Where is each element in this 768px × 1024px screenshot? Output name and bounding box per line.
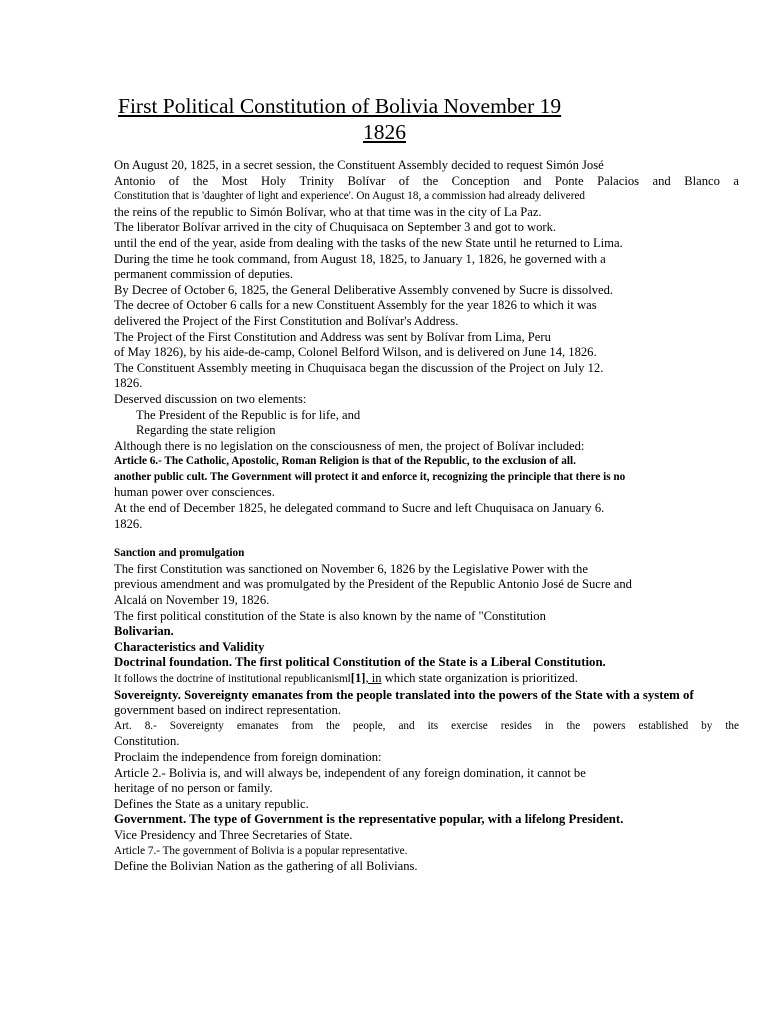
list-item-text: The President of the Republic is for life, and: [136, 407, 361, 422]
body-line-bold: Government. The type of Government is the representative popular, with a lifelong President.: [114, 812, 624, 827]
body-line: Art. 8.- Sovereignty emanates from the people, and its exercise resides in the powers established by the: [114, 719, 739, 732]
body-line-bold: Bolivarian.: [114, 624, 174, 639]
line-text: which state organization is prioritized.: [381, 671, 578, 685]
body-line: heritage of no person or family.: [114, 781, 273, 796]
body-line-bold: Doctrinal foundation. The first political Constitution of the State is a Liberal Constitution.: [114, 655, 606, 670]
body-line: The first Constitution was sanctioned on November 6, 1826 by the Legislative Power with the: [114, 561, 588, 576]
body-line: permanent commission of deputies.: [114, 267, 294, 282]
line-text: It follows the doctrine of institutional republicanisml: [114, 673, 351, 685]
body-line: Article 7.- The government of Bolivia is a popular representative.: [114, 844, 408, 857]
body-line: Vice Presidency and Three Secretaries of State.: [114, 827, 353, 842]
body-line: During the time he took command, from August 18, 1825, to January 1, 1826, he governed with a: [114, 251, 606, 266]
body-line: government based on indirect representation.: [114, 703, 341, 718]
section-heading: Sanction and promulgation: [114, 547, 245, 560]
body-line: On August 20, 1825, in a secret session, the Constituent Assembly decided to request Simón José: [114, 158, 604, 172]
body-line: Alcalá on November 19, 1826.: [114, 593, 270, 608]
title-line-1: First Political Constitution of Bolivia November 19: [118, 94, 562, 118]
list-item: [114, 423, 739, 439]
body-line: Proclaim the independence from foreign domination:: [114, 749, 382, 764]
body-line: Although there is no legislation on the consciousness of men, the project of Bolívar included:: [114, 438, 585, 453]
body-line: The Project of the First Constitution and Address was sent by Bolívar from Lima, Peru: [114, 329, 551, 344]
line-text: , in: [365, 671, 382, 685]
body-line: of May 1826), by his aide-de-camp, Colonel Belford Wilson, and is delivered on June 14, 1826.: [114, 345, 597, 360]
body-line: The first political constitution of the State is also known by the name of "Constitution: [114, 608, 546, 623]
body-line: Constitution.: [114, 734, 180, 749]
body-line: previous amendment and was promulgated by the President of the Republic Antonio José de Sucre and: [114, 577, 632, 592]
body-line: The decree of October 6 calls for a new Constituent Assembly for the year 1826 to which it was: [114, 298, 597, 313]
body-line: By Decree of October 6, 1825, the General Deliberative Assembly convened by Sucre is dissolved.: [114, 282, 614, 297]
body-line: The Constituent Assembly meeting in Chuquisaca began the discussion of the Project on July 12.: [114, 360, 604, 375]
body-line: Deserved discussion on two elements:: [114, 391, 307, 406]
section-heading: Characteristics and Validity: [114, 639, 265, 654]
article-6-line: Article 6.- The Catholic, Apostolic, Roman Religion is that of the Republic, to the exclusion of all.: [114, 455, 576, 468]
body-line: Article 2.- Bolivia is, and will always be, independent of any foreign domination, it cannot be: [114, 765, 586, 780]
body-line: Define the Bolivian Nation as the gathering of all Bolivians.: [114, 859, 418, 874]
paragraph-gap: [114, 532, 739, 546]
body-line: 1826.: [114, 376, 143, 391]
footnote-ref[interactable]: [1]: [350, 671, 366, 685]
body-line: Defines the State as a unitary republic.: [114, 796, 309, 811]
body-line: At the end of December 1825, he delegated command to Sucre and left Chuquisaca on January 6.: [114, 501, 605, 516]
list-item: [114, 408, 739, 424]
document-title: [118, 93, 658, 145]
body-line: Antonio of the Most Holy Trinity Bolívar of the Conception and Ponte Palacios and Blanco a: [114, 173, 739, 188]
body-line: 1826.: [114, 516, 143, 531]
title-line-2: 1826: [363, 120, 406, 144]
body-line: delivered the Project of the First Constitution and Bolívar's Address.: [114, 313, 459, 328]
body-line: until the end of the year, aside from dealing with the tasks of the new State until he returned to Lima.: [114, 235, 623, 250]
body-line-bold: Sovereignty. Sovereignty emanates from the people translated into the powers of the State with a system of: [114, 687, 694, 702]
body-line: human power over consciences.: [114, 485, 275, 500]
list-item-text: Regarding the state religion: [136, 423, 276, 438]
body-line: [114, 671, 739, 688]
article-6-line: another public cult. The Government will protect it and enforce it, recognizing the principle that there is no: [114, 470, 626, 483]
body-line: The liberator Bolívar arrived in the city of Chuquisaca on September 3 and got to work.: [114, 220, 557, 235]
body-line: Constitution that is 'daughter of light and experience'. On August 18, a commission had already delivered: [114, 190, 586, 203]
body-line: the reins of the republic to Simón Bolívar, who at that time was in the city of La Paz.: [114, 204, 542, 219]
document-body: [114, 158, 739, 875]
